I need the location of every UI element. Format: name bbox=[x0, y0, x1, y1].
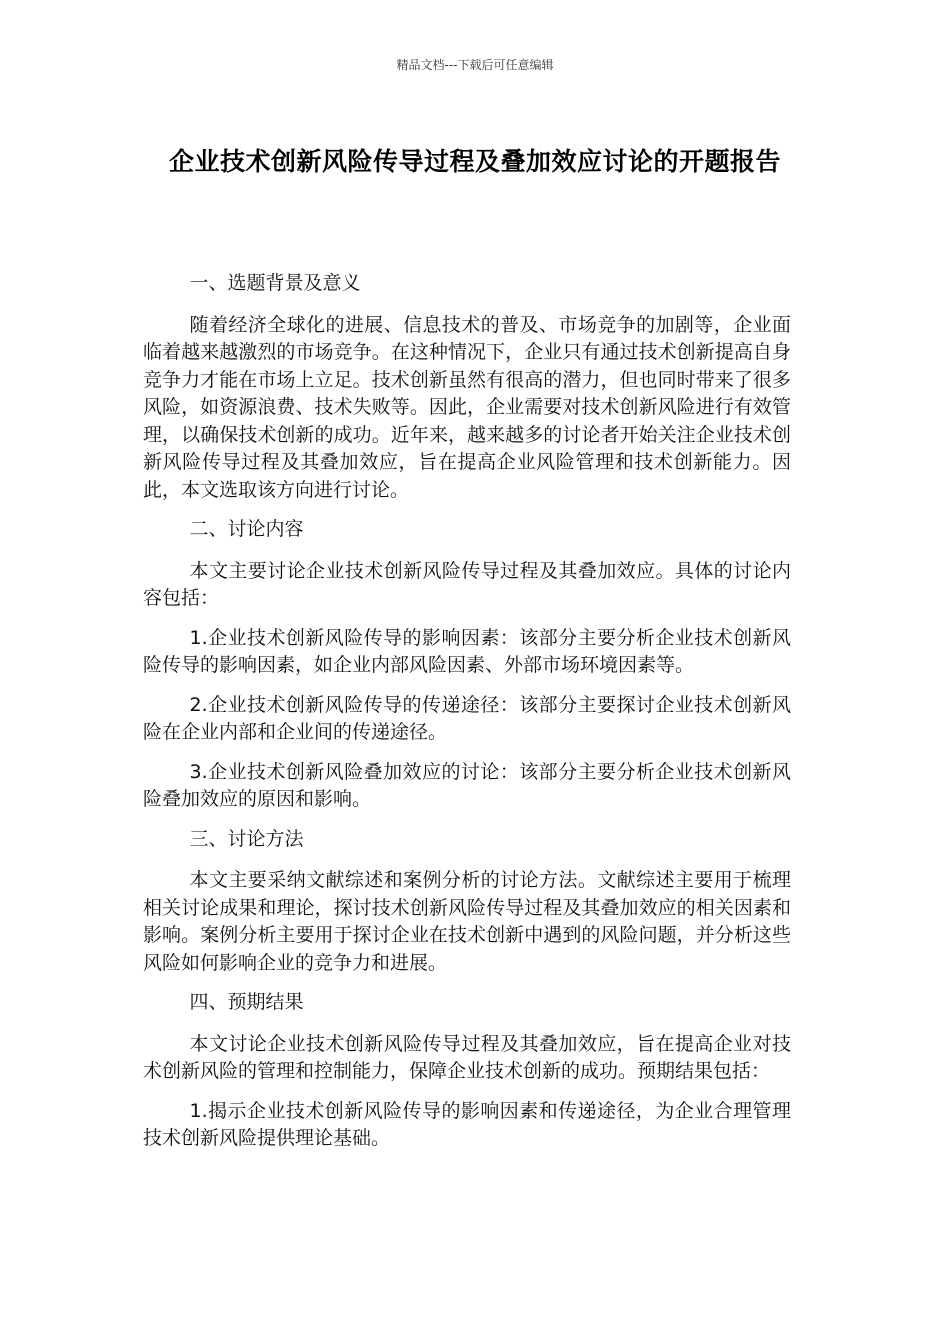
body-paragraph: 本文讨论企业技术创新风险传导过程及其叠加效应，旨在提高企业对技术创新风险的管理和控制能力，保障企业技术创新的成功。预期结果包括： bbox=[143, 1032, 791, 1082]
section-heading: 四、预期结果 bbox=[189, 991, 304, 1013]
body-paragraph: 本文主要采纳文献综述和案例分析的讨论方法。文献综述主要用于梳理相关讨论成果和理论，探讨技术创新风险传导过程及其叠加效应的相关因素和影响。案例分析主要用于探讨企业在技术创新中遇到的风险问题，并分析这些风险如何影响企业的竞争力和进展。 bbox=[143, 869, 791, 974]
section-heading: 二、讨论内容 bbox=[189, 518, 304, 540]
document-title: 企业技术创新风险传导过程及叠加效应讨论的开题报告 bbox=[168, 147, 781, 176]
document-body bbox=[143, 270, 791, 1165]
section-heading: 一、选题背景及意义 bbox=[189, 272, 361, 294]
section-heading: 三、讨论方法 bbox=[189, 827, 304, 850]
body-paragraph: 本文主要讨论企业技术创新风险传导过程及其叠加效应。具体的讨论内容包括： bbox=[143, 559, 791, 609]
list-item: 1.企业技术创新风险传导的影响因素：该部分主要分析企业技术创新风险传导的影响因素，如企业内部风险因素、外部市场环境因素等。 bbox=[143, 626, 791, 676]
list-item: 1.揭示企业技术创新风险传导的影响因素和传递途径，为企业合理管理技术创新风险提供理论基础。 bbox=[143, 1099, 791, 1149]
list-item: 2.企业技术创新风险传导的传递途径：该部分主要探讨企业技术创新风险在企业内部和企业间的传递途径。 bbox=[143, 693, 791, 743]
list-item: 3.企业技术创新风险叠加效应的讨论：该部分主要分析企业技术创新风险叠加效应的原因和影响。 bbox=[143, 760, 791, 810]
body-paragraph: 随着经济全球化的进展、信息技术的普及、市场竞争的加剧等，企业面临着越来越激烈的市场竞争。在这种情况下，企业只有通过技术创新提高自身竞争力才能在市场上立足。技术创新虽然有很高的潜力，但也同时带来了很多风险，如资源浪费、技术失败等。因此，企业需要对技术创新风险进行有效管理，以确保技术创新的成功。近年来，越来越多的讨论者开始关注企业技术创新风险传导过程及其叠加效应，旨在提高企业风险管理和技术创新能力。因此，本文选取该方向进行讨论。 bbox=[143, 313, 791, 501]
header-note: 精品文档---下载后可任意编辑 bbox=[396, 58, 554, 72]
